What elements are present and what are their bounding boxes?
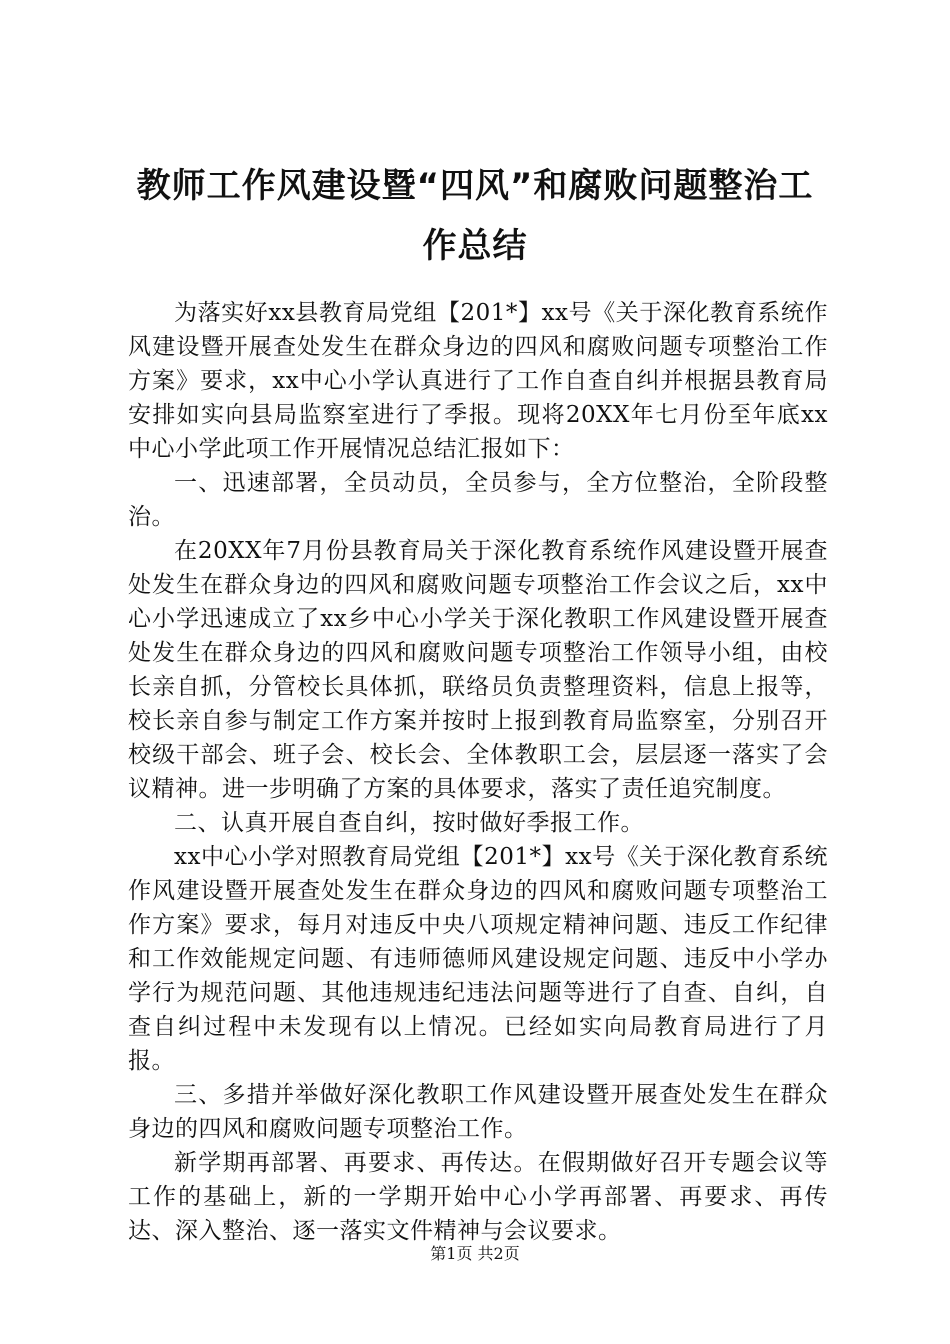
paragraph-intro: 为落实好xx县教育局党组【201*】xx号《关于深化教育系统作风建设暨开展查处发生在群众身边的四风和腐败问题专项整治工作方案》要求，xx中心小学认真进行了工作自查自纠并根据县教育局安排如实向县局监察室进行了季报。现将20XX年七月份至年底xx中心小学此项工作开展情况总结汇报如下： <box>128 300 828 462</box>
paragraph-section-1: 在20XX年7月份县教育局关于深化教育系统作风建设暨开展查处发生在群众身边的四风和腐败问题专项整治工作会议之后，xx中心小学迅速成立了xx乡中心小学关于深化教职工作风建设暨开展查处发生在群众身边的四风和腐败问题专项整治工作领导小组，由校长亲自抓，分管校长具体抓，联络员负责整理资料，信息上报等，校长亲自参与制定工作方案并按时上报到教育局监察室，分别召开校级干部会、班子会、校长会、全体教职工会，层层逐一落实了会议精神。进一步明确了方案的具体要求，落实了责任追究制度。 <box>128 538 828 802</box>
section-heading-3: 三、多措并举做好深化教职工作风建设暨开展查处发生在群众身边的四风和腐败问题专项整治工作。 <box>128 1082 828 1142</box>
section-heading-1: 一、迅速部署，全员动员，全员参与，全方位整治，全阶段整治。 <box>128 470 828 530</box>
section-heading-2: 二、认真开展自查自纠，按时做好季报工作。 <box>174 810 644 836</box>
document-title-line-2: 作总结 <box>422 226 528 266</box>
paragraph-section-2: xx中心小学对照教育局党组【201*】xx号《关于深化教育系统作风建设暨开展查处发生在群众身边的四风和腐败问题专项整治工作方案》要求，每月对违反中央八项规定精神问题、违反工作纪律和工作效能规定问题、有违师德师风建设规定问题、违反中小学办学行为规范问题、其他违规违纪违法问题等进行了自查、自纠，自查自纠过程中未发现有以上情况。已经如实向局教育局进行了月报。 <box>128 844 828 1074</box>
document-body <box>128 296 828 1248</box>
document-title-line-1: 教师工作风建设暨“四风”和腐败问题整治工 <box>136 166 814 206</box>
paragraph-section-3: 新学期再部署、再要求、再传达。在假期做好召开专题会议等工作的基础上，新的一学期开始中心小学再部署、再要求、再传达、深入整治、逐一落实文件精神与会议要求。 <box>128 1150 828 1244</box>
page-number-footer: 第1页 共2页 <box>430 1244 520 1263</box>
